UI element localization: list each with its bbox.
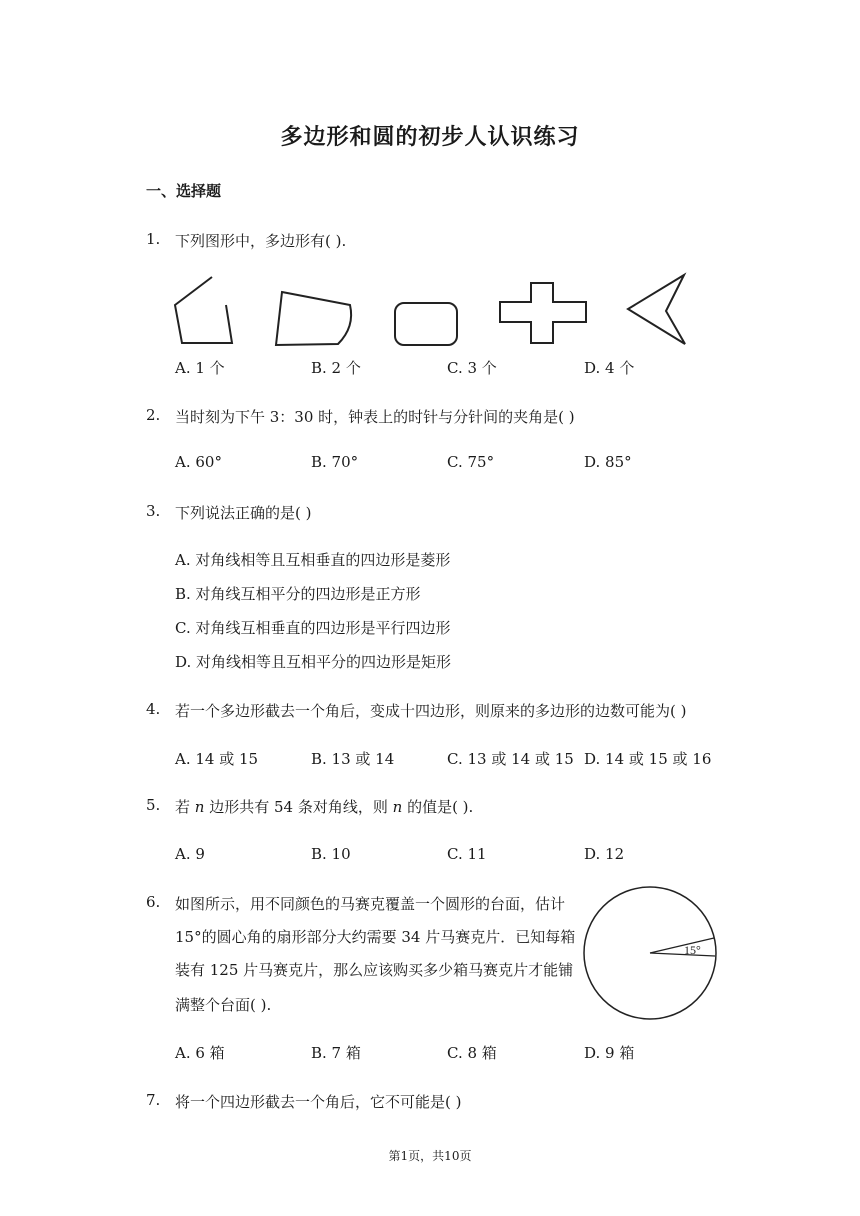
question-4-number: 4. — [146, 700, 161, 718]
question-3-option-d: D. 对角线相等且互相平分的四边形是矩形 — [175, 653, 452, 671]
question-1-figures — [0, 265, 860, 365]
question-5-option-c: C. 11 — [447, 845, 487, 863]
question-1-option-d: D. 4 个 — [584, 359, 635, 377]
question-4-option-b: B. 13 或 14 — [311, 750, 395, 768]
question-3-option-b: B. 对角线互相平分的四边形是正方形 — [175, 585, 421, 603]
question-1-option-b: B. 2 个 — [311, 359, 361, 377]
question-1-option-a: A. 1 个 — [175, 359, 225, 377]
question-5-option-a: A. 9 — [175, 845, 205, 863]
page-footer: 第1页，共10页 — [388, 1149, 472, 1163]
curved-quadrilateral-shape — [276, 292, 351, 345]
question-5-number: 5. — [146, 796, 161, 814]
question-6-option-d: D. 9 箱 — [584, 1044, 635, 1062]
page-title: 多边形和圆的初步人认识练习 — [280, 124, 580, 150]
question-6-option-c: C. 8 箱 — [447, 1044, 497, 1062]
question-7-number: 7. — [146, 1091, 161, 1109]
question-6-circle-figure — [580, 883, 720, 1023]
radius-line-2 — [650, 953, 715, 956]
radius-line-1 — [650, 938, 714, 953]
question-3-text: 下列说法正确的是( ) — [175, 504, 312, 522]
question-6-option-a: A. 6 箱 — [175, 1044, 225, 1062]
arrowhead-shape — [628, 275, 685, 344]
variable-n: n — [392, 798, 403, 816]
open-polyline-shape — [175, 277, 232, 343]
question-5-text: 若 n 边形共有 54 条对角线，则 n 的值是( ). — [175, 798, 474, 816]
question-4-option-c: C. 13 或 14 或 15 — [447, 750, 574, 768]
question-3-option-a: A. 对角线相等且互相垂直的四边形是菱形 — [175, 551, 451, 569]
variable-n: n — [194, 798, 205, 816]
question-6-line-4: 满整个台面( ). — [175, 996, 272, 1014]
question-2-option-a: A. 60° — [175, 453, 222, 471]
question-2-number: 2. — [146, 406, 161, 424]
question-4-option-a: A. 14 或 15 — [175, 750, 259, 768]
question-1-text: 下列图形中，多边形有( ). — [175, 232, 347, 250]
question-2-text: 当时刻为下午 3：30 时，钟表上的时针与分针间的夹角是( ) — [175, 408, 575, 426]
section-heading: 一、选择题 — [146, 182, 222, 200]
question-6-line-2: 15°的圆心角的扇形部分大约需要 34 片马赛克片．已知每箱 — [175, 928, 576, 946]
question-1-number: 1. — [146, 230, 161, 248]
question-3-option-c: C. 对角线互相垂直的四边形是平行四边形 — [175, 619, 451, 637]
question-4-option-d: D. 14 或 15 或 16 — [584, 750, 712, 768]
question-7-text: 将一个四边形截去一个角后，它不可能是( ) — [175, 1093, 462, 1111]
question-6-line-3: 装有 125 片马赛克片，那么应该购买多少箱马赛克片才能铺 — [175, 961, 574, 979]
rounded-rectangle-shape — [395, 303, 457, 345]
question-6-number: 6. — [146, 893, 161, 911]
question-3-number: 3. — [146, 502, 161, 520]
question-4-text: 若一个多边形截去一个角后，变成十四边形，则原来的多边形的边数可能为( ) — [175, 702, 687, 720]
question-2-option-b: B. 70° — [311, 453, 359, 471]
question-1-option-c: C. 3 个 — [447, 359, 497, 377]
question-6-option-b: B. 7 箱 — [311, 1044, 361, 1062]
angle-label: 15° — [684, 943, 701, 957]
question-5-option-b: B. 10 — [311, 845, 351, 863]
question-5-option-d: D. 12 — [584, 845, 625, 863]
question-2-option-d: D. 85° — [584, 453, 632, 471]
cross-shape — [500, 283, 586, 343]
question-2-option-c: C. 75° — [447, 453, 495, 471]
question-6-line-1: 如图所示，用不同颜色的马赛克覆盖一个圆形的台面，估计 — [175, 895, 566, 913]
